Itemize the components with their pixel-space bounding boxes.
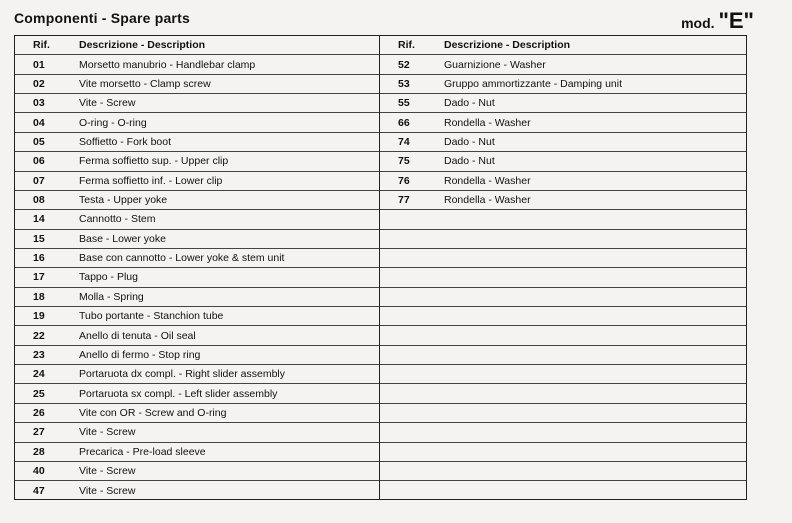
- part-number: 28: [33, 445, 45, 458]
- table-row: [15, 288, 379, 307]
- table-row: [15, 230, 379, 249]
- table-row: [380, 423, 746, 442]
- part-description: Testa - Upper yoke: [79, 194, 168, 207]
- part-number: 24: [33, 368, 45, 381]
- part-number: 16: [33, 252, 45, 265]
- parts-column-left: [15, 36, 380, 499]
- table-row: [15, 268, 379, 287]
- part-number: 08: [33, 194, 45, 207]
- part-description: Tubo portante - Stanchion tube: [79, 310, 224, 323]
- table-row: [380, 172, 746, 191]
- part-number: 76: [398, 174, 410, 187]
- part-description: Dado - Nut: [444, 97, 495, 110]
- part-number: 25: [33, 387, 45, 400]
- column-header-rif: Rif.: [398, 39, 415, 52]
- table-row: [15, 249, 379, 268]
- part-description: Vite - Screw: [79, 484, 136, 497]
- table-row: [380, 94, 746, 113]
- part-description: Portaruota dx compl. - Right slider assembly: [79, 368, 285, 381]
- table-row: [15, 462, 379, 481]
- part-description: Cannotto - Stem: [79, 213, 156, 226]
- table-row: [15, 443, 379, 462]
- part-number: 27: [33, 426, 45, 439]
- part-description: Anello di tenuta - Oil seal: [79, 329, 196, 342]
- table-row: [15, 133, 379, 152]
- table-row: [380, 365, 746, 384]
- table-row: [15, 365, 379, 384]
- table-row: [15, 307, 379, 326]
- part-number: 75: [398, 155, 410, 168]
- column-header-description: Descrizione - Description: [444, 39, 571, 52]
- table-row: [380, 481, 746, 500]
- table-row: [15, 210, 379, 229]
- part-description: Guarnizione - Washer: [444, 58, 546, 71]
- table-row: [380, 152, 746, 171]
- model-letter: "E": [718, 8, 754, 33]
- part-number: 07: [33, 174, 45, 187]
- part-description: Ferma soffietto sup. - Upper clip: [79, 155, 229, 168]
- part-number: 04: [33, 116, 45, 129]
- table-header-row: [15, 36, 379, 55]
- table-row: [15, 384, 379, 403]
- table-row: [380, 384, 746, 403]
- part-description: Morsetto manubrio - Handlebar clamp: [79, 58, 256, 71]
- table-row: [15, 423, 379, 442]
- part-number: 05: [33, 135, 45, 148]
- table-row: [15, 481, 379, 500]
- table-row: [15, 94, 379, 113]
- part-number: 55: [398, 97, 410, 110]
- table-row: [15, 326, 379, 345]
- part-description: Dado - Nut: [444, 155, 495, 168]
- table-row: [380, 249, 746, 268]
- part-description: Vite - Screw: [79, 97, 136, 110]
- parts-list-left: [15, 55, 379, 500]
- part-number: 77: [398, 194, 410, 207]
- table-row: [15, 404, 379, 423]
- table-row: [380, 268, 746, 287]
- parts-list-right: [380, 55, 746, 500]
- part-description: Precarica - Pre-load sleeve: [79, 445, 206, 458]
- table-row: [380, 210, 746, 229]
- table-row: [380, 75, 746, 94]
- part-description: Vite morsetto - Clamp screw: [79, 77, 211, 90]
- column-header-rif: Rif.: [33, 39, 50, 52]
- table-row: [15, 172, 379, 191]
- part-description: Vite - Screw: [79, 465, 136, 478]
- table-row: [380, 443, 746, 462]
- part-number: 18: [33, 290, 45, 303]
- part-number: 06: [33, 155, 45, 168]
- part-description: Base - Lower yoke: [79, 232, 166, 245]
- part-description: Rondella - Washer: [444, 116, 531, 129]
- part-description: Tappo - Plug: [79, 271, 138, 284]
- part-number: 66: [398, 116, 410, 129]
- table-row: [15, 191, 379, 210]
- part-number: 17: [33, 271, 45, 284]
- part-description: Dado - Nut: [444, 135, 495, 148]
- part-number: 03: [33, 97, 45, 110]
- part-description: Portaruota sx compl. - Left slider assembly: [79, 387, 278, 400]
- part-description: Rondella - Washer: [444, 194, 531, 207]
- table-row: [380, 288, 746, 307]
- part-number: 26: [33, 407, 45, 419]
- part-number: 53: [398, 77, 410, 90]
- part-description: Vite con OR - Screw and O-ring: [79, 407, 227, 419]
- part-description: O-ring - O-ring: [79, 116, 147, 129]
- table-row: [380, 462, 746, 481]
- part-number: 23: [33, 348, 45, 361]
- table-row: [380, 133, 746, 152]
- table-row: [380, 113, 746, 132]
- model-prefix: mod.: [681, 15, 715, 31]
- part-number: 40: [33, 465, 45, 478]
- part-number: 52: [398, 58, 410, 71]
- table-row: [15, 152, 379, 171]
- table-row: [380, 346, 746, 365]
- part-number: 19: [33, 310, 45, 323]
- model-label: [681, 8, 754, 34]
- table-row: [15, 75, 379, 94]
- part-description: Rondella - Washer: [444, 174, 531, 187]
- part-number: 02: [33, 77, 45, 90]
- part-number: 14: [33, 213, 45, 226]
- parts-column-right: [380, 36, 746, 499]
- table-header-row: [380, 36, 746, 55]
- part-description: Anello di fermo - Stop ring: [79, 348, 201, 361]
- part-number: 74: [398, 135, 410, 148]
- table-row: [380, 307, 746, 326]
- table-row: [380, 230, 746, 249]
- table-row: [15, 113, 379, 132]
- page-title: Componenti - Spare parts: [14, 10, 190, 26]
- table-row: [380, 191, 746, 210]
- part-description: Base con cannotto - Lower yoke & stem unit: [79, 252, 285, 265]
- parts-table: [14, 35, 747, 500]
- part-description: Molla - Spring: [79, 290, 144, 303]
- table-row: [380, 326, 746, 345]
- table-row: [15, 346, 379, 365]
- part-number: 15: [33, 232, 45, 245]
- part-description: Ferma soffietto inf. - Lower clip: [79, 174, 223, 187]
- part-description: Soffietto - Fork boot: [79, 135, 172, 148]
- part-number: 47: [33, 484, 45, 497]
- part-description: Gruppo ammortizzante - Damping unit: [444, 77, 622, 90]
- part-number: 01: [33, 58, 45, 71]
- table-row: [380, 404, 746, 423]
- part-description: Vite - Screw: [79, 426, 136, 439]
- column-header-description: Descrizione - Description: [79, 39, 206, 52]
- table-row: [380, 55, 746, 74]
- part-number: 22: [33, 329, 45, 342]
- table-row: [15, 55, 379, 74]
